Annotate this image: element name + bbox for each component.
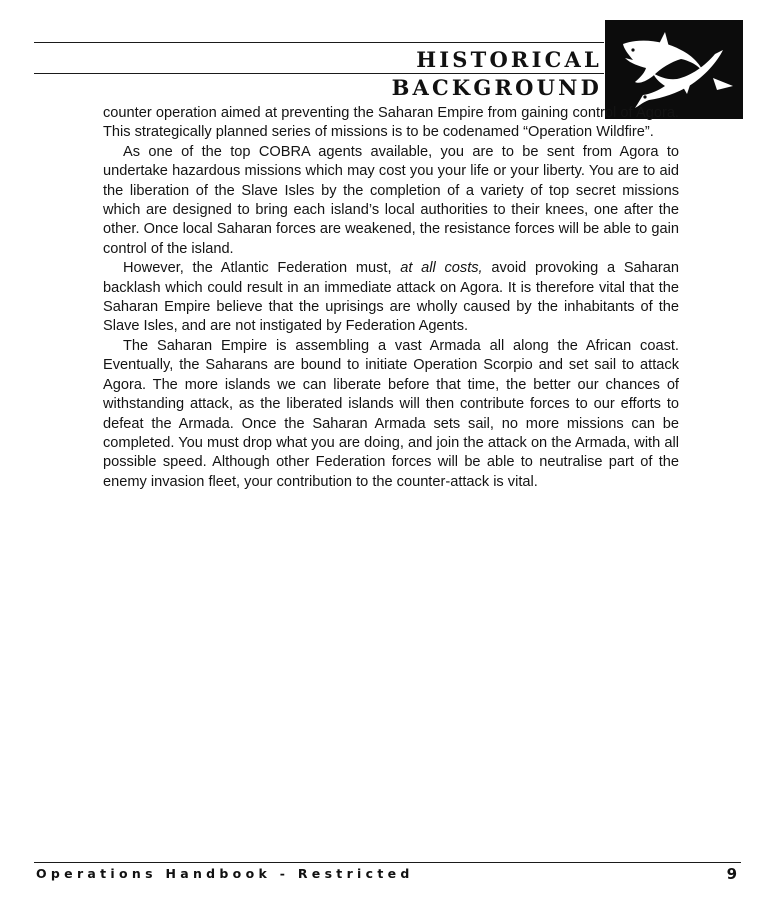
paragraph-3 — [103, 259, 679, 337]
paragraph-3-start: However, the Atlantic Federation must, — [123, 260, 401, 277]
header-top-rule — [34, 42, 604, 43]
page-number: 9 — [726, 865, 737, 883]
paragraph-2: As one of the top COBRA agents available, you are to be sent from Agora to undertake hazardous missions which may cost you your life or your liberty. You are to aid the liberation of the Slave Isles by the completion of a variety of top secret missions which are designed to bring each island’s local authorities to their knees, one after the other. Once local Saharan forces are weakened, the resistance forces will be able to gain control of the island. — [103, 143, 679, 257]
emphasis-at-all-costs: at all costs, — [400, 260, 483, 277]
paragraph-1: counter operation aimed at preventing the Saharan Empire from gaining control of Agora. This strategically planned series of missions is to be codenamed “Operation Wildfire”. — [103, 105, 679, 141]
section-title: HISTORICAL BACKGROUND — [391, 47, 602, 100]
paragraph-3-end: avoid provoking a Saharan backlash which could result in an immediate attack on Agora. It is therefore vital that the Saharan Empire believe that the uprisings are wholly caused by the inhabitants of the Slave Isles, and are not instigated by Federation Agents. — [103, 260, 679, 335]
footer-rule — [34, 862, 741, 863]
body-text — [103, 104, 679, 492]
header-bottom-rule — [34, 73, 604, 74]
paragraph-4: The Saharan Empire is assembling a vast Armada all along the African coast. Eventually, the Saharans are bound to initiate Operation Scorpio and set sail to attack Agora. The more islands we can liberate before that time, the better our chances of withstanding attack, as the liberated islands will then contribute forces to our efforts to defeat the Armada. Once the Saharan Armada sets sail, no more missions can be completed. You must drop what you are doing, and join the attack on the Armada, with all possible speed. Although other Federation forces will be able to neutralise part of the enemy invasion fleet, your contribution to the counter-attack is vital. — [103, 337, 679, 490]
footer-label: Operations Handbook - Restricted — [36, 866, 414, 881]
